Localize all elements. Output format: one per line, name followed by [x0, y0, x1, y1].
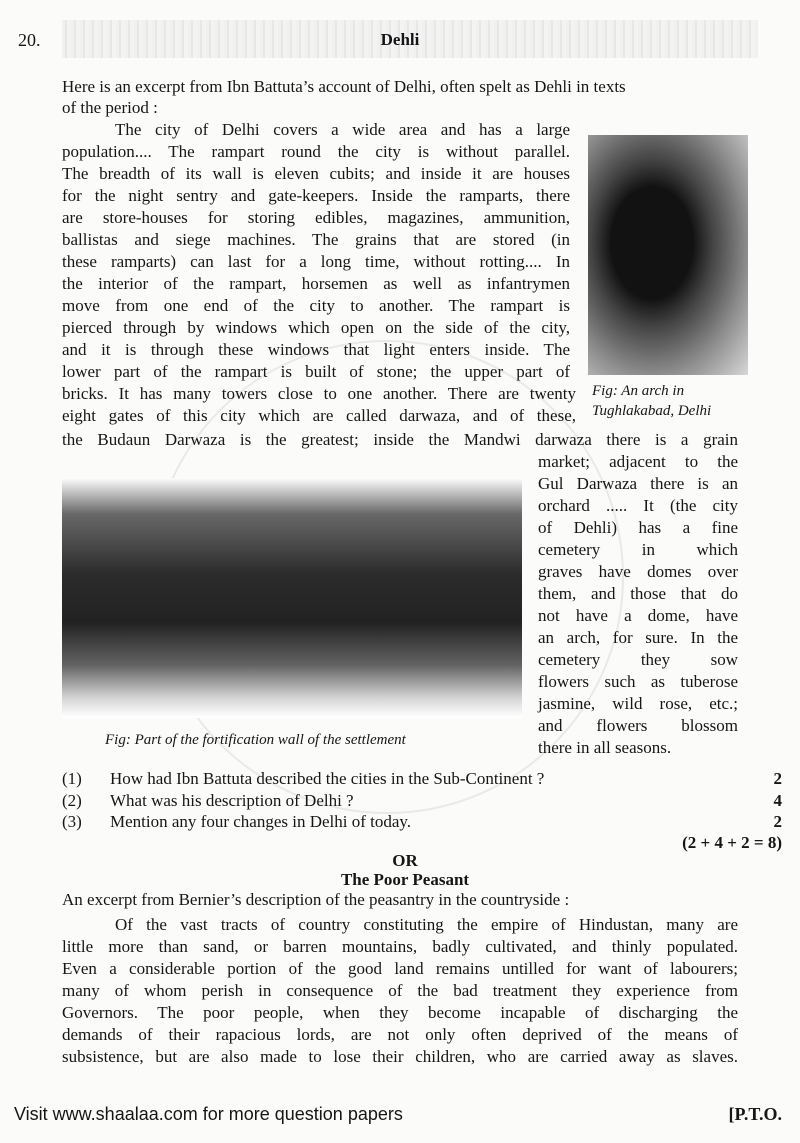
alt-passage-line: Even a considerable portion of the good land remains untilled for want of labourers;: [62, 959, 738, 978]
passage-line: jasmine, wild rose, etc.;: [538, 694, 738, 713]
passage-line: flowers such as tuberose: [538, 672, 738, 691]
passage-line: eight gates of this city which are called darwaza, and of these,: [62, 406, 576, 425]
passage-line: lower part of the rampart is built of stone; the upper part of: [62, 362, 570, 381]
intro-line: Here is an excerpt from Ibn Battuta’s account of Delhi, often spelt as Dehli in texts: [62, 77, 626, 96]
passage-line: orchard ..... It (the city: [538, 496, 738, 515]
question-marks: 2: [773, 812, 782, 831]
alt-passage-line: Of the vast tracts of country constituting the empire of Hindustan, many are: [115, 915, 738, 934]
arch-photo: [588, 135, 748, 375]
passage-line: market; adjacent to the: [538, 452, 738, 471]
footer-text: Visit www.shaalaa.com for more question papers: [14, 1104, 403, 1124]
alt-passage-line: Governors. The poor people, when they become incapable of discharging the: [62, 1003, 738, 1022]
pto-label: [P.T.O.: [728, 1104, 782, 1124]
alt-passage-line: little more than sand, or barren mountains, badly cultivated, and thinly populated.: [62, 937, 738, 956]
passage-line: for the night sentry and gate-keepers. Inside the ramparts, there: [62, 186, 570, 205]
passage-line: and it is through these windows that light enters inside. The: [62, 340, 570, 359]
passage-line: graves have domes over: [538, 562, 738, 581]
question-text: Mention any four changes in Delhi of today.: [110, 812, 412, 831]
question-marks: 2: [773, 769, 782, 788]
alt-passage-line: many of whom perish in consequence of the bad treatment they experience from: [62, 981, 738, 1000]
passage-line: these ramparts) can last for a long time, without rotting.... In: [62, 252, 570, 271]
question-number: (1): [62, 769, 82, 788]
question-number: (2): [62, 790, 82, 810]
question-number: (3): [62, 812, 82, 831]
passage-line: the interior of the rampart, horsemen as well as infantrymen: [62, 274, 570, 293]
passage-line: The city of Delhi covers a wide area and has a large: [115, 120, 570, 139]
question-text: How had Ibn Battuta described the cities in the Sub-Continent ?: [110, 769, 545, 788]
question-text: What was his description of Delhi ?: [110, 790, 354, 810]
passage-line: them, and those that do: [538, 584, 738, 603]
question-number: 20.: [18, 30, 41, 50]
question-title: Dehli: [380, 30, 420, 49]
intro-line: of the period :: [62, 98, 158, 117]
passage-line: an arch, for sure. In the: [538, 628, 738, 647]
passage-line: of Dehli) has a fine: [538, 518, 738, 537]
figure1-caption: Tughlakabad, Delhi: [592, 403, 712, 419]
alt-passage-line: demands of their rapacious lords, are not only often deprived of the means of: [62, 1025, 738, 1044]
total-marks: (2 + 4 + 2 = 8): [682, 833, 782, 852]
passage-line: there in all seasons.: [538, 738, 672, 757]
passage-line: Gul Darwaza there is an: [538, 474, 738, 493]
figure1-caption: Fig: An arch in: [592, 383, 685, 399]
alt-intro: An excerpt from Bernier’s description of the peasantry in the countryside :: [62, 890, 570, 909]
figure2-caption: Fig: Part of the fortification wall of the settlement: [105, 732, 406, 748]
or-label: OR: [392, 851, 418, 870]
passage-line: cemetery they sow: [538, 650, 738, 669]
alt-passage-line: subsistence, but are also made to lose their children, who are carried away as slaves.: [62, 1047, 738, 1066]
passage-line: not have a dome, have: [538, 606, 738, 625]
passage-line: ballistas and siege machines. The grains that are stored (in: [62, 230, 570, 249]
alt-title: The Poor Peasant: [340, 870, 470, 889]
passage-line: The breadth of its wall is eleven cubits; and inside it are houses: [62, 164, 570, 183]
fortification-wall-photo: [62, 478, 522, 718]
passage-line: move from one end of the city to another. The rampart is: [62, 296, 570, 315]
question-marks: 4: [773, 790, 782, 810]
passage-line: pierced through by windows which open on the side of the city,: [62, 318, 570, 337]
passage-line: population.... The rampart round the city is without parallel.: [62, 142, 570, 161]
passage-line: cemetery in which: [538, 540, 738, 559]
passage-line: and flowers blossom: [538, 716, 738, 735]
passage-line: are store-houses for storing edibles, magazines, ammunition,: [62, 208, 570, 227]
passage-line: the Budaun Darwaza is the greatest; inside the Mandwi darwaza there is a grain: [62, 430, 738, 449]
passage-line: bricks. It has many towers close to one another. There are twenty: [62, 384, 576, 403]
